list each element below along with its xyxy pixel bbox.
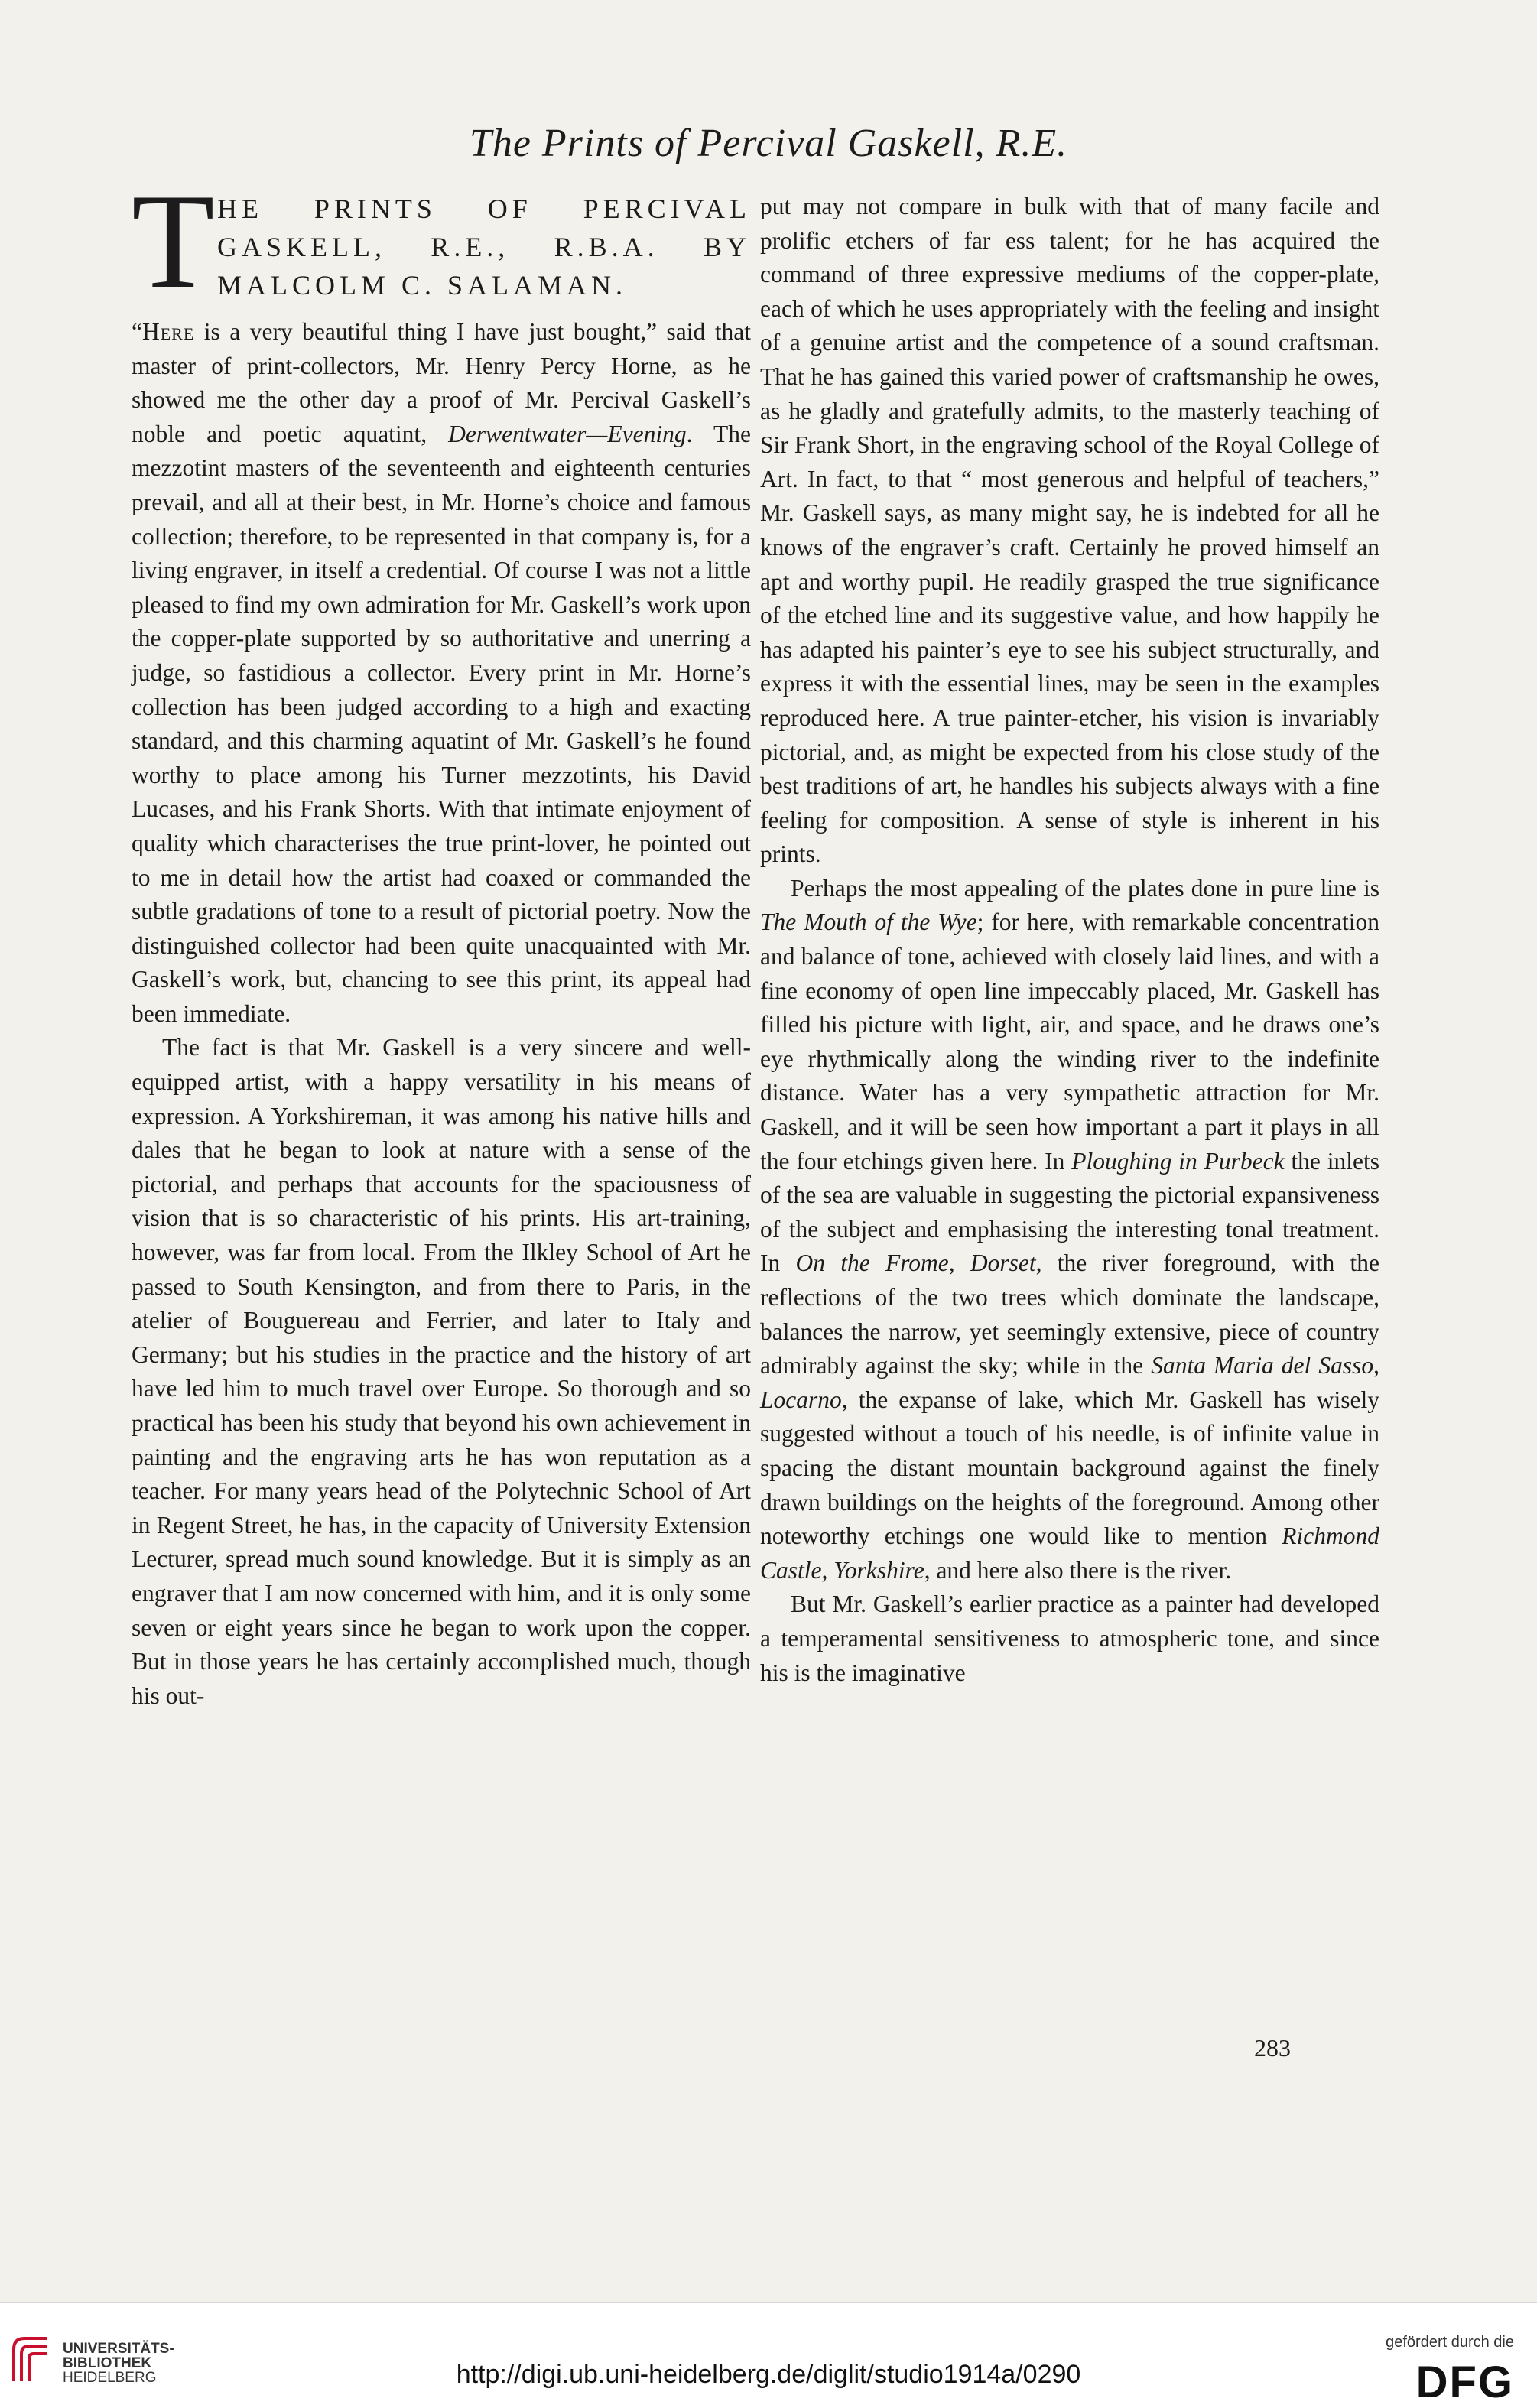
- footer-bar: [0, 2302, 1537, 2408]
- artwork-title: Santa Maria del Sasso: [1151, 1352, 1374, 1379]
- artwork-title: Richmond Castle, Yorkshire: [760, 1522, 1379, 1584]
- left-column: [132, 165, 752, 1713]
- dfg-logo: DFG: [1415, 2358, 1514, 2407]
- article-headline: [132, 165, 751, 317]
- paragraph: The fact is that Mr. Gaskell is a very sincere and well-equipped artist, with a happy versatility in his means of expression. A Yorkshireman, it was among his native hills and dales that he began to look at nature with a sense of the pictorial, and perhaps that accounts for the spaciousness of vision that is so characteristic of his prints. His art-training, however, was far from local. From the Ilkley School of Art he passed to South Kensington, and from there to Paris, in the atelier of Bouguereau and Ferrier, and later to Italy and Germany; but his studies in the practice and the history of art have led him to much travel over Europe. So thorough and so practical has been his study that beyond his own achievement in painting and the engraving arts he has won reputation as a teacher. For many years head of the Polytechnic School of Art in Regent Street, he has, in the capacity of University Extension Lecturer, spread much sound knowledge. But it is simply as an engraver that I am now concerned with him, and it is only some seven or eight years since he began to work upon the copper. But in those years he has certainly accomplished much, though his out-: [132, 1034, 751, 1709]
- artwork-title: On the Frome: [795, 1249, 949, 1277]
- right-column: [760, 190, 1379, 1690]
- artwork-title: Locarno: [760, 1386, 842, 1413]
- article-title: HE PRINTS OF PERCIVAL GASKELL, R.E., R.B.A. BY MALCOLM C. SALAMAN.: [217, 193, 751, 301]
- paragraph: But Mr. Gaskell’s earlier practice as a painter had developed a temperamental sensitiveness to atmospheric tone, and since his is the imaginative: [760, 1591, 1379, 1686]
- drop-cap: T: [132, 165, 215, 317]
- paragraph: “Here is a very beautiful thing I have just bought,” said that master of print-collectors, Mr. Henry Percy Horne, as he showed me the other day a proof of Mr. Percival Gaskell’s noble and poetic aquatint, Derwentwater—Evening. The mezzotint masters of the seventeenth and eighteenth centuries prevail, and all at their best, in Mr. Horne’s choice and famous collection; therefore, to be represented in that company is, for a living engraver, in itself a credential. Of course I was not a little pleased to find my own admiration for Mr. Gaskell’s work upon the copper-plate supported by so authoritative and unerring a judge, so fastidious a collector. Every print in Mr. Horne’s collection has been judged according to a high and exacting standard, and this charming aquatint of Mr. Gaskell’s he found worthy to place among his Turner mezzotints, his David Lucases, and his Frank Shorts. With that intimate enjoyment of quality which characterises the true print-lover, he pointed out to me in detail how the artist had coaxed or commanded the subtle gradations of tone to a result of pictorial poetry. Now the distinguished collector had been quite unacquainted with Mr. Gaskell’s work, but, chancing to see this print, its appeal had been immediate.: [132, 318, 752, 1027]
- artwork-title: The Mouth of the Wye: [760, 908, 977, 936]
- artwork-title: Ploughing in Purbeck: [1071, 1147, 1285, 1175]
- running-head: The Prints of Percival Gaskell, R.E.: [469, 122, 1068, 165]
- artwork-title: Dorset: [970, 1249, 1036, 1277]
- artwork-title: Derwentwater—Evening: [448, 420, 687, 447]
- page-number: 283: [1254, 2034, 1291, 2062]
- paragraph: put may not compare in bulk with that of many facile and prolific etchers of far ess talent; for he has acquired the command of three expressive mediums of the copper-plate, each of which he uses appropriately with the feeling and insight of a genuine artist and the competence of a sound craftsman. That he has gained this varied power of craftsmanship he owes, as he gladly and gratefully admits, to the masterly teaching of Sir Frank Short, in the engraving school of the Royal College of Art. In fact, to that “ most generous and helpful of teachers,” Mr. Gaskell says, as many might say, he is indebted for all he knows of the engraver’s craft. Certainly he proved himself an apt and worthy pupil. He readily grasped the true significance of the etched line and its suggestive value, and how happily he has adapted his painter’s eye to see his subject structurally, and express it with the essential lines, may be seen in the examples reproduced here. A true painter-etcher, his vision is invariably pictorial, and, as might be expected from his close study of the best traditions of art, he handles his subjects always with a fine feeling for composition. A sense of style is inherent in his prints.: [760, 193, 1379, 868]
- source-url-link[interactable]: http://digi.ub.uni-heidelberg.de/diglit/studio1914a/0290: [456, 2360, 1081, 2389]
- funder-label: gefördert durch die: [1386, 2334, 1514, 2351]
- paragraph: Perhaps the most appealing of the plates done in pure line is The Mouth of the Wye; for here, with remarkable concentration and balance of tone, achieved with closely laid lines, and with a fine economy of open line impeccably placed, Mr. Gaskell has filled his picture with light, air, and space, and he draws one’s eye rhythmically along the winding river to the indefinite distance. Water has a very sympathetic attraction for Mr. Gaskell, and it will be seen how important a part it plays in all the four etchings given here. In Ploughing in Purbeck the inlets of the sea are valuable in suggesting the pictorial expansiveness of the subject and emphasising the interesting tonal treatment. In On the Frome, Dorset, the river foreground, with the reflections of the two trees which dominate the landscape, balances the narrow, yet seemingly extensive, piece of country admirably against the sky; while in the Santa Maria del Sasso, Locarno, the expanse of lake, which Mr. Gaskell has wisely suggested without a touch of his needle, is of infinite value in spacing the distant mountain background against the finely drawn buildings on the heights of the foreground. Among other noteworthy etchings one would like to mention Richmond Castle, Yorkshire, and here also there is the river.: [760, 874, 1379, 1584]
- library-name: UNIVERSITÄTS- BIBLIOTHEK HEIDELBERG: [63, 2341, 174, 2386]
- footer-divider: [0, 2302, 1537, 2303]
